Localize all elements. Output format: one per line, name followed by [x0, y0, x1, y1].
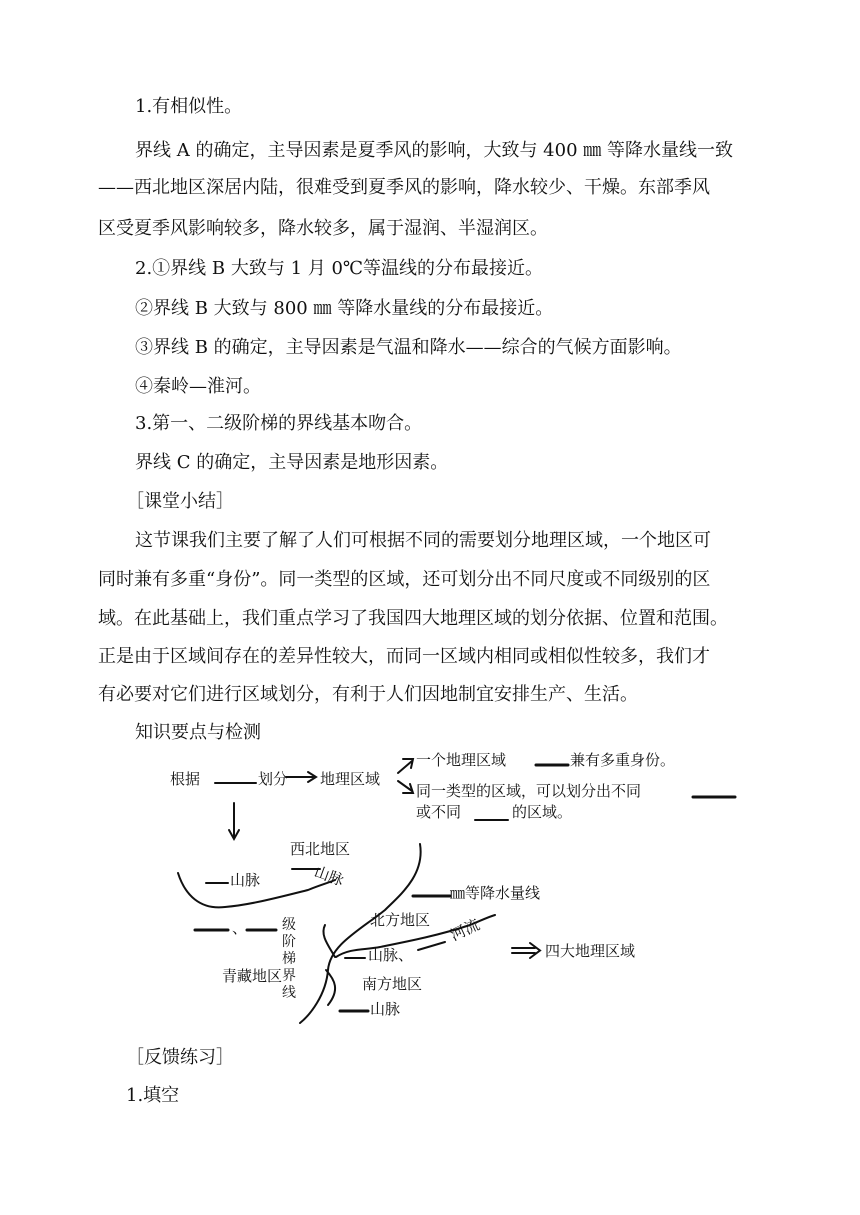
label-de-qu-yu: 的区域。 [512, 803, 573, 821]
label-mountain: 山脉 [311, 862, 347, 890]
label-separator: 、 [232, 919, 248, 937]
blank-line [418, 942, 445, 950]
label-four-regions: 四大地理区域 [545, 942, 636, 960]
exercise-1: 1.填空 [126, 1085, 180, 1106]
knowledge-diagram [150, 745, 760, 1035]
answer-2-4: ④秦岭—淮河。 [135, 376, 261, 397]
arrow-up-icon [398, 761, 412, 773]
paragraph-line: 域。在此基础上，我们重点学习了我国四大地理区域的划分依据、位置和范围。 [98, 608, 728, 629]
answer-3-detail: 界线 C 的确定，主导因素是地形因素。 [135, 452, 449, 473]
label-step-boundary: 级阶梯界线 [282, 917, 296, 1001]
answer-2-3: ③界线 B 的确定，主导因素是气温和降水——综合的气候方面影响。 [135, 337, 682, 358]
paragraph-line: 有必要对它们进行区域划分，有利于人们因地制宜安排生产、生活。 [98, 684, 638, 705]
label-di-li-qu-yu: 地理区域 [320, 770, 381, 788]
label-mm-line: ㎜等降水量线 [450, 884, 541, 902]
answer-2-1: 2.①界线 B 大致与 1 月 0℃等温线的分布最接近。 [135, 258, 544, 279]
label-mountain: 山脉、 [368, 946, 414, 964]
label-north: 北方地区 [370, 911, 431, 929]
paragraph-line: ——西北地区深居内陆，很难受到夏季风的影响，降水较少、干燥。东部季风 [98, 177, 710, 198]
label-mountain: 山脉 [370, 1000, 401, 1018]
label-northwest: 西北地区 [290, 840, 351, 858]
label-gen-ju: 根据 [170, 770, 201, 788]
label-jian-you: 兼有多重身份。 [570, 751, 676, 769]
paragraph-line: 这节课我们主要了解了人们可根据不同的需要划分地理区域，一个地区可 [135, 530, 711, 551]
boundary-line [323, 925, 335, 957]
label-hua-fen: 划分 [258, 770, 289, 788]
paragraph-line: 同时兼有多重“身份”。同一类型的区域，还可划分出不同尺度或不同级别的区 [98, 569, 711, 590]
label-mountain: 山脉 [230, 871, 261, 889]
section-heading-summary: ［课堂小结］ [126, 491, 234, 512]
label-tong-yi: 同一类型的区域，可以划分出不同 [416, 782, 642, 800]
section-heading-knowledge: 知识要点与检测 [135, 722, 261, 743]
answer-3: 3.第一、二级阶梯的界线基本吻合。 [135, 413, 423, 434]
section-heading-feedback: ［反馈练习］ [126, 1047, 234, 1068]
label-river: 河流 [447, 915, 483, 945]
paragraph-line: 区受夏季风影响较多，降水较多，属于湿润、半湿润区。 [98, 218, 548, 239]
paragraph-line: 正是由于区域间存在的差异性较大，而同一区域内相同或相似性较多，我们才 [98, 646, 710, 667]
label-huo-bu-tong: 或不同 [416, 803, 462, 821]
label-yi-ge: 一个地理区域 [416, 751, 507, 769]
paragraph-line: 界线 A 的确定，主导因素是夏季风的影响，大致与 400 ㎜ 等降水量线一致 [135, 140, 733, 161]
label-qinghai-tibet: 青藏地区 [222, 967, 283, 985]
label-south: 南方地区 [362, 975, 423, 993]
answer-1: 1.有相似性。 [135, 96, 243, 117]
answer-2-2: ②界线 B 大致与 800 ㎜ 等降水量线的分布最接近。 [135, 298, 554, 319]
